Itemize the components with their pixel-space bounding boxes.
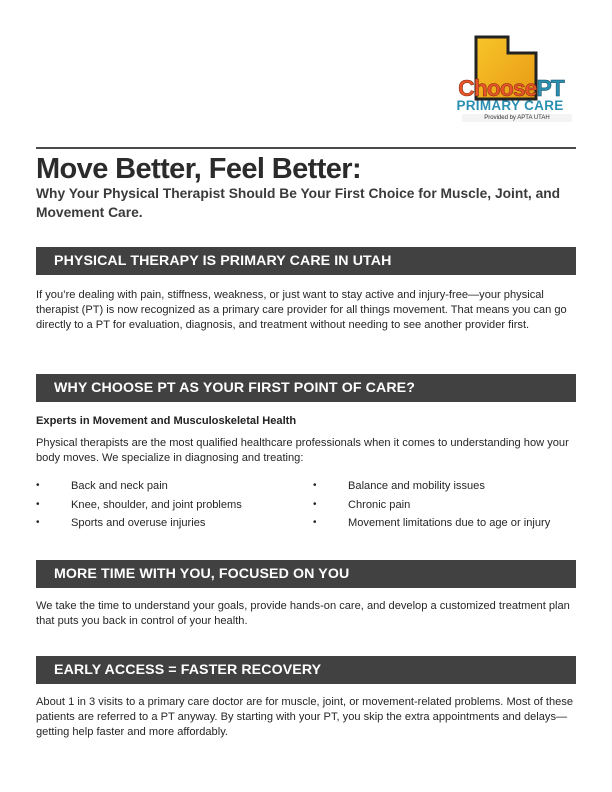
section-body-pt-primary-care: If you’re dealing with pain, stiffness, weakness, or just want to stay active and injury-free—your physical therapist (PT) is now recognized as a primary care provider for all things movement. That means you can go directly to a PT for evaluation, diagnosis, and treatment without needing to see another provider first. (36, 289, 567, 331)
page-title: Move Better, Feel Better: (36, 153, 362, 185)
page-subtitle: Why Your Physical Therapist Should Be Your First Choice for Muscle, Joint, and Movement Care. (36, 186, 561, 220)
logo-wordmark: ChoosePT (458, 75, 564, 101)
list-item: • Balance and mobility issues (313, 477, 550, 496)
list-item: • Knee, shoulder, and joint problems (36, 496, 242, 515)
section-heading-more-time: MORE TIME WITH YOU, FOCUSED ON YOU (36, 560, 576, 588)
conditions-list-left (36, 477, 242, 533)
choosept-logo (440, 33, 580, 129)
section-body-more-time: We take the time to understand your goals, provide hands-on care, and develop a customized treatment plan that puts you back in control of your health. (36, 600, 570, 627)
logo-tagline: PRIMARY CARE (456, 98, 564, 113)
list-item: • Chronic pain (313, 496, 550, 515)
section-heading-early-access: EARLY ACCESS = FASTER RECOVERY (36, 656, 576, 684)
conditions-list-right (313, 477, 550, 533)
section-heading-pt-primary-care: PHYSICAL THERAPY IS PRIMARY CARE IN UTAH (36, 247, 576, 275)
header-divider (36, 147, 576, 149)
section-subheading-experts: Experts in Movement and Musculoskeletal Health (36, 415, 297, 427)
list-item: • Movement limitations due to age or injury (313, 514, 550, 533)
logo-provided-by: Provided by APTA UTAH (462, 114, 572, 122)
list-item: • Back and neck pain (36, 477, 242, 496)
section-body-why-choose-pt: Physical therapists are the most qualified healthcare professionals when it comes to understanding how your body moves. We specialize in diagnosing and treating: (36, 437, 569, 464)
section-body-early-access: About 1 in 3 visits to a primary care doctor are for muscle, joint, or movement-related problems. Most of these patients are referred to a PT anyway. By starting with your PT, you skip the extra appointments and delays—getting help faster and more affordably. (36, 696, 574, 738)
list-item: • Sports and overuse injuries (36, 514, 242, 533)
section-heading-why-choose-pt: WHY CHOOSE PT AS YOUR FIRST POINT OF CARE? (36, 374, 576, 402)
